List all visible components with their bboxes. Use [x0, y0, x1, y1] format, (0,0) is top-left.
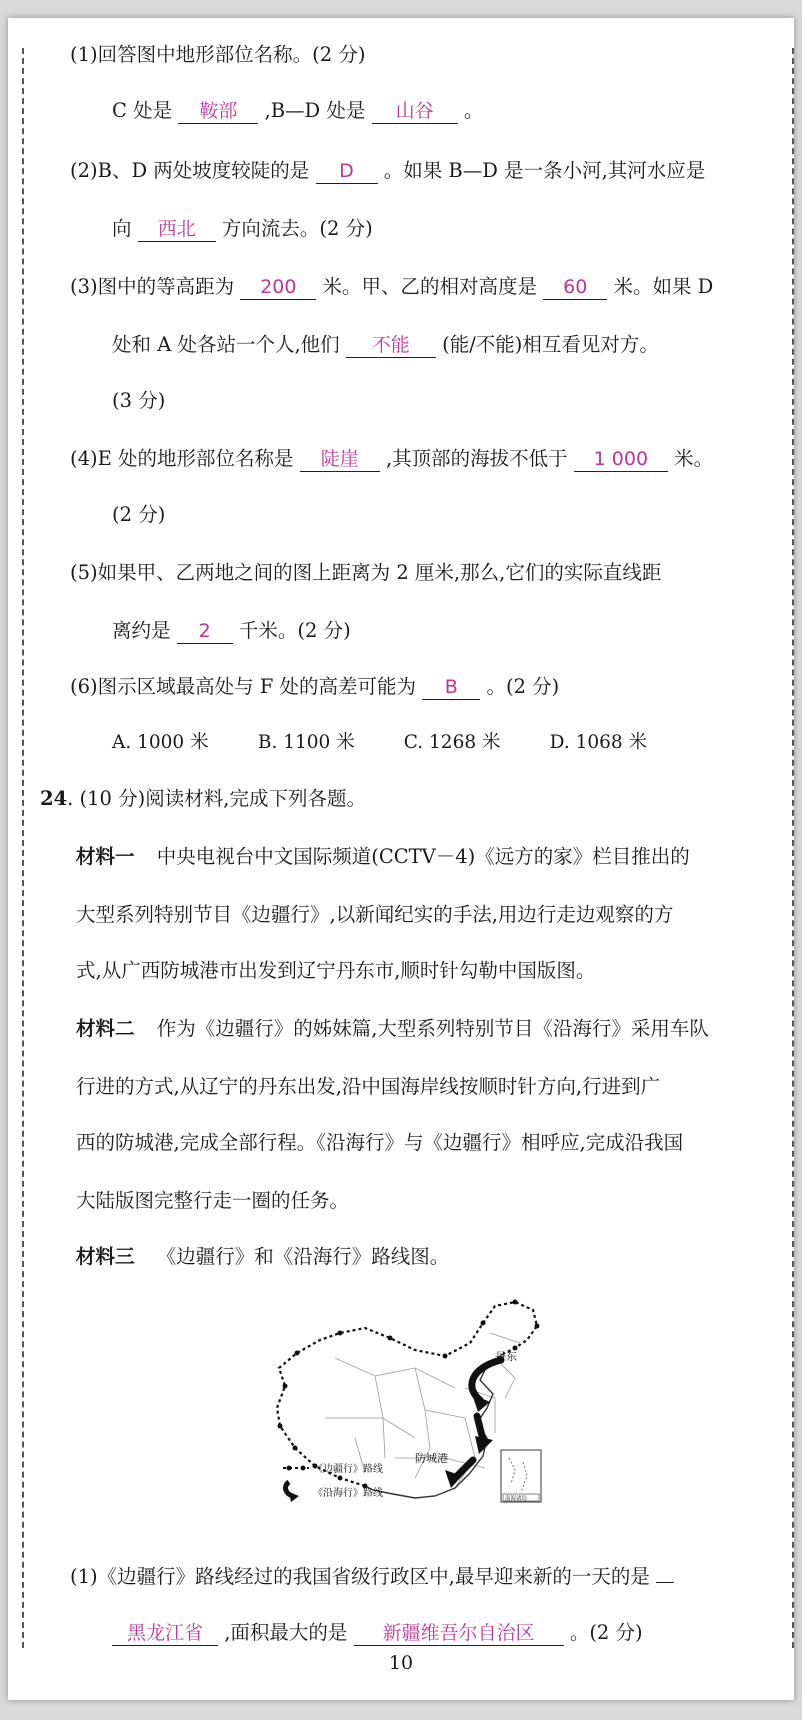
border-route-line — [277, 1302, 537, 1486]
option-a: A. 1000 米 — [112, 732, 209, 753]
answer-height-diff: B — [422, 675, 480, 700]
material3-line1: 材料三 《边疆行》和《沿海行》路线图。 — [76, 1245, 450, 1268]
inset-label: 南海诸岛 — [505, 1496, 528, 1502]
answer-first-sunrise-province: 黑龙江省 — [112, 1621, 218, 1646]
answer-visibility: 不能 — [346, 333, 436, 358]
material1-line3: 式,从广西防城港市出发到辽宁丹东市,顺时针勾勒中国版图。 — [76, 959, 596, 982]
answer-bd-position: 山谷 — [372, 99, 458, 124]
q23-p6-options — [112, 730, 690, 756]
q23-p6-line1: (6)图示区域最高处与 F 处的高差可能为 B 。(2 分) — [70, 675, 560, 698]
answer-river-direction: 西北 — [138, 217, 216, 242]
q23-p2-line2: 向 西北 方向流去。(2 分) — [112, 217, 373, 240]
material1-line1: 材料一 中央电视台中文国际频道(CCTV－4)《远方的家》栏目推出的 — [76, 845, 690, 868]
route-dots — [278, 1300, 540, 1489]
label-fangchenggang: 防城港 — [415, 1452, 448, 1465]
legend-border-route: 《边疆行》路线 — [313, 1464, 383, 1475]
legend-coastal-route: 《沿海行》路线 — [313, 1488, 383, 1499]
option-d: D. 1068 米 — [549, 732, 648, 753]
material2-line3: 西的防城港,完成全部行程。《沿海行》与《边疆行》相呼应,完成沿我国 — [76, 1131, 684, 1154]
q23-p3-score: (3 分) — [112, 389, 166, 412]
option-b: B. 1100 米 — [257, 732, 355, 753]
material2-line2: 行进的方式,从辽宁的丹东出发,沿中国海岸线按顺时针方向,行进到广 — [76, 1075, 661, 1098]
answer-c-position: 鞍部 — [178, 99, 258, 124]
q23-p3-line1: (3)图中的等高距为 200 米。甲、乙的相对高度是 60 米。如果 D — [70, 275, 714, 298]
q24-sub1-line2: 黑龙江省 ,面积最大的是 新疆维吾尔自治区 。(2 分) — [112, 1620, 643, 1646]
material3-label: 材料三 — [76, 1245, 135, 1268]
option-c: C. 1268 米 — [403, 732, 501, 753]
south-sea-inset — [501, 1450, 541, 1502]
material2-line1: 材料二 作为《边疆行》的姊妹篇,大型系列特别节目《沿海行》采用车队 — [76, 1017, 709, 1040]
material2-line4: 大陆版图完整行走一圈的任务。 — [76, 1189, 350, 1212]
page-number: 10 — [388, 1652, 414, 1674]
left-margin-dashes — [22, 48, 24, 1648]
route-map-svg — [265, 1298, 565, 1523]
q23-p3-line2: 处和 A 处各站一个人,他们 不能 (能/不能)相互看见对方。 — [112, 333, 659, 356]
answer-min-altitude: 1 000 — [574, 447, 668, 472]
material2-label: 材料二 — [76, 1017, 135, 1040]
right-margin-dashes — [792, 48, 794, 1648]
q23-p4-score: (2 分) — [112, 503, 166, 526]
answer-steeper-slope: D — [316, 159, 378, 184]
q23-p1-line2: C 处是 鞍部 ,B—D 处是 山谷 。 — [112, 99, 484, 122]
answer-relative-height: 60 — [543, 275, 607, 300]
q24-sub1-line1: (1)《边疆行》路线经过的我国省级行政区中,最早迎来新的一天的是 — [70, 1564, 674, 1590]
label-dandong: 丹东 — [495, 1350, 517, 1363]
answer-real-distance: 2 — [177, 619, 233, 644]
answer-largest-province: 新疆维吾尔自治区 — [354, 1621, 564, 1646]
answer-e-position: 陡崖 — [300, 447, 380, 472]
china-route-map — [265, 1298, 565, 1523]
q23-p2-line1: (2)B、D 两处坡度较陡的是 D 。如果 B—D 是一条小河,其河水应是 — [70, 159, 706, 182]
answer-blank-tail — [656, 1582, 674, 1583]
q23-p5-line1: (5)如果甲、乙两地之间的图上距离为 2 厘米,那么,它们的实际直线距 — [70, 561, 662, 584]
q24-header: 24. (10 分)阅读材料,完成下列各题。 — [40, 787, 366, 810]
material1-label: 材料一 — [76, 845, 135, 868]
material1-line2: 大型系列特别节目《边疆行》,以新闻纪实的手法,用边行走边观察的方 — [76, 903, 674, 926]
question-number: 24 — [40, 787, 68, 810]
q23-p5-line2: 离约是 2 千米。(2 分) — [112, 619, 351, 642]
answer-contour-interval: 200 — [240, 275, 316, 300]
q23-p1-line1: (1)回答图中地形部位名称。(2 分) — [70, 43, 366, 66]
map-legend — [283, 1462, 383, 1502]
q23-p4-line1: (4)E 处的地形部位名称是 陡崖 ,其顶部的海拔不低于 1 000 米。 — [70, 447, 714, 470]
